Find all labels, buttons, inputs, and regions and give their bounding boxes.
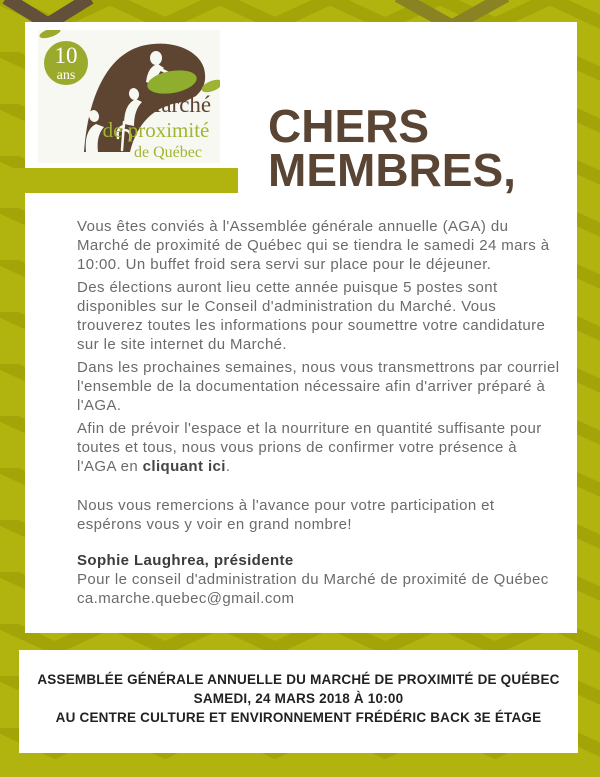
- paragraph-invitation: Vous êtes conviés à l'Assemblée générale annuelle (AGA) du Marché de proximité de Québec qui se tiendra le samedi 24 mars à 10:00. Un buffet froid sera servi sur place pour le déjeuner.: [77, 218, 550, 273]
- logo-name: Marché: [140, 92, 212, 117]
- letter-body: [77, 217, 569, 608]
- page-title-line-2: MEMBRES,: [268, 144, 516, 196]
- paragraph-thanks: Nous vous remercions à l'avance pour votre participation et espérons vous y voir en grand nombre!: [77, 497, 495, 533]
- confirmation-period: .: [225, 458, 231, 475]
- signature-email: ca.marche.quebec@gmail.com: [77, 590, 295, 607]
- rsvp-link[interactable]: cliquant ici: [142, 458, 226, 475]
- page-title-line-1: CHERS: [268, 100, 430, 152]
- event-location: AU CENTRE CULTURE ET ENVIRONNEMENT FRÉDÉRIC BACK 3E ÉTAGE: [55, 710, 542, 725]
- paragraph-documentation: Dans les prochaines semaines, nous vous transmettrons par courriel l'ensemble de la documentation nécessaire afin d'arriver préparé à l'AGA.: [77, 359, 560, 414]
- signature-name: Sophie Laughrea, présidente: [77, 552, 294, 569]
- signature-block: [77, 551, 569, 608]
- logo-subtitle-2: de Québec: [134, 144, 202, 161]
- signature-role: Pour le conseil d'administration du Marché de proximité de Québec: [77, 571, 549, 588]
- anniversary-badge: [44, 41, 88, 85]
- logo-subtitle-1: de proximité: [102, 118, 210, 142]
- event-details-card: [19, 650, 578, 753]
- confirmation-text: Afin de prévoir l'espace et la nourriture en quantité suffisante pour toutes et tous, nous vous prions de confirmer votre présence à l'AGA en: [77, 420, 542, 475]
- letter-card: [25, 22, 577, 633]
- event-datetime: SAMEDI, 24 MARS 2018 À 10:00: [193, 691, 404, 706]
- badge-years: 10: [54, 43, 78, 68]
- page-title: [268, 100, 516, 196]
- accent-band: [0, 168, 238, 193]
- paragraph-elections: Des élections auront lieu cette année puisque 5 postes sont disponibles sur le Conseil d'administration du Marché. Vous trouverez toutes les informations pour soumettre votre candidature sur le site internet du Marché.: [77, 279, 546, 353]
- event-title: ASSEMBLÉE GÉNÉRALE ANNUELLE DU MARCHÉ DE PROXIMITÉ DE QUÉBEC: [37, 672, 560, 687]
- badge-ans: ans: [56, 68, 76, 83]
- marche-logo: [38, 30, 220, 163]
- paragraph-confirmation: [77, 419, 569, 476]
